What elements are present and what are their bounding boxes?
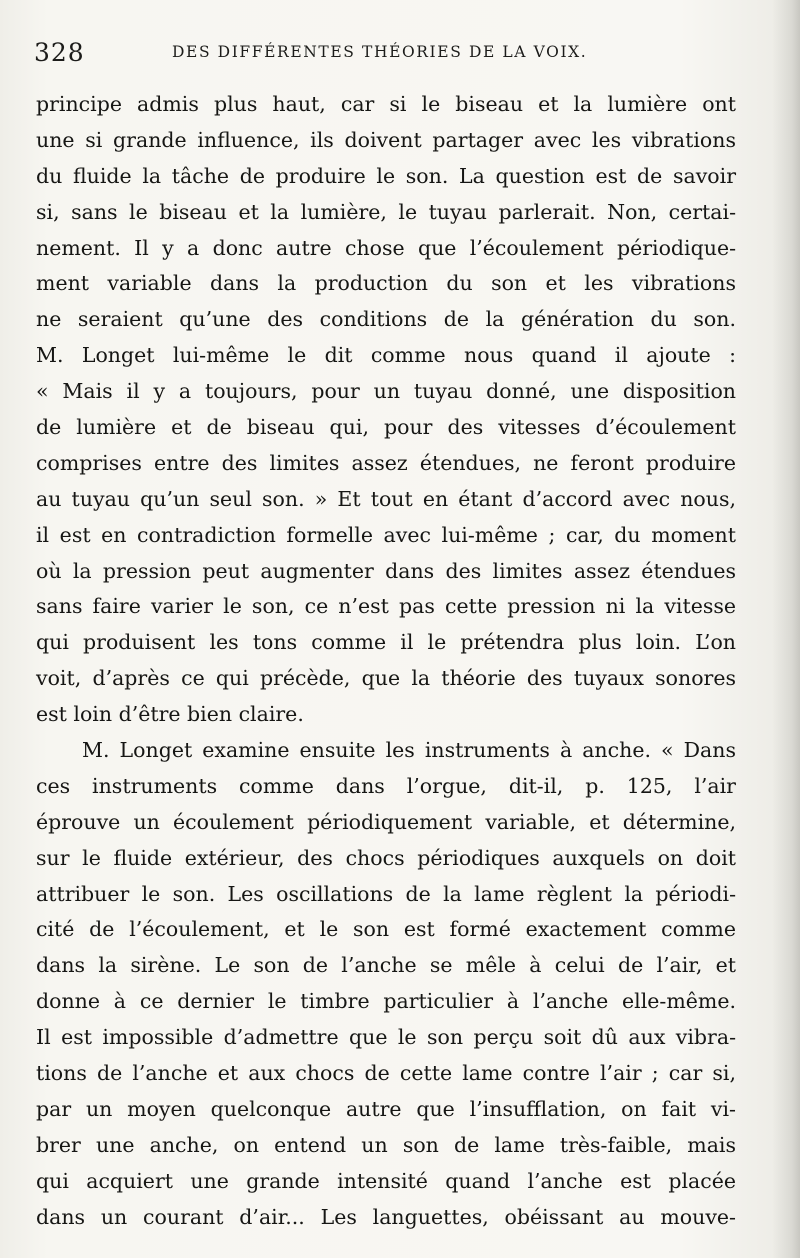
text-line: Il est impossible d’admettre que le son perçu soit dû aux vibra-	[36, 1025, 736, 1050]
text-line: par un moyen quelconque autre que l’insufflation, on fait vi-	[36, 1096, 736, 1121]
text-line: « Mais il y a toujours, pour un tuyau donné, une disposition	[36, 379, 736, 404]
text-line: voit, d’après ce qui précède, que la théorie des tuyaux sonores	[36, 666, 736, 691]
text-line: si, sans le biseau et la lumière, le tuyau parlerait. Non, certai-	[36, 199, 736, 224]
text-line: éprouve un écoulement périodiquement variable, et détermine,	[36, 809, 736, 834]
text-line: M. Longet lui-même le dit comme nous quand il ajoute :	[36, 343, 736, 368]
text-line: de lumière et de biseau qui, pour des vitesses d’écoulement	[36, 415, 736, 440]
text-line: il est en contradiction formelle avec lui-même ; car, du moment	[36, 522, 736, 547]
text-line: ment variable dans la production du son et les vibrations	[36, 271, 736, 296]
text-line: au tuyau qu’un seul son. » Et tout en étant d’accord avec nous,	[36, 486, 736, 511]
text-line: attribuer le son. Les oscillations de la lame règlent la périodi-	[36, 881, 736, 906]
body-text	[36, 87, 736, 1236]
text-line: une si grande influence, ils doivent partager avec les vibrations	[36, 127, 736, 152]
text-line: sur le fluide extérieur, des chocs périodiques auxquels on doit	[36, 845, 736, 870]
text-line: dans la sirène. Le son de l’anche se mêle à celui de l’air, et	[36, 953, 736, 978]
text-line: principe admis plus haut, car si le biseau et la lumière ont	[36, 92, 736, 116]
text-line: ces instruments comme dans l’orgue, dit-il, p. 125, l’air	[36, 773, 736, 798]
text-line: cité de l’écoulement, et le son est formé exactement comme	[36, 917, 736, 942]
text-line: tions de l’anche et aux chocs de cette lame contre l’air ; car si,	[36, 1061, 736, 1086]
text-line: dans un courant d’air... Les languettes, obéissant au mouve-	[36, 1204, 736, 1229]
text-line: donne à ce dernier le timbre particulier à l’anche elle-même.	[36, 989, 736, 1014]
text-line: brer une anche, on entend un son de lame très-faible, mais	[36, 1132, 736, 1157]
text-line: comprises entre des limites assez étendues, ne feront produire	[36, 450, 736, 475]
page-number: 328	[34, 38, 85, 67]
page-gutter-shadow	[772, 0, 800, 1258]
text-line: où la pression peut augmenter dans des limites assez étendues	[36, 558, 736, 583]
text-line: du fluide la tâche de produire le son. La question est de savoir	[36, 163, 736, 188]
text-line: nement. Il y a donc autre chose que l’écoulement périodique-	[36, 235, 736, 260]
text-line: qui acquiert une grande intensité quand l’anche est placée	[36, 1168, 736, 1193]
text-line: sans faire varier le son, ce n’est pas cette pression ni la vitesse	[36, 594, 736, 619]
page-header	[34, 38, 754, 72]
paragraph-first-line: M. Longet examine ensuite les instruments à anche. « Dans	[82, 738, 736, 763]
text-line: ne seraient qu’une des conditions de la génération du son.	[36, 307, 736, 332]
paragraph-last-line: est loin d’être bien claire.	[36, 702, 304, 727]
text-line: qui produisent les tons comme il le prétendra plus loin. L’on	[36, 630, 736, 655]
running-title: DES DIFFÉRENTES THÉORIES DE LA VOIX.	[172, 43, 588, 61]
